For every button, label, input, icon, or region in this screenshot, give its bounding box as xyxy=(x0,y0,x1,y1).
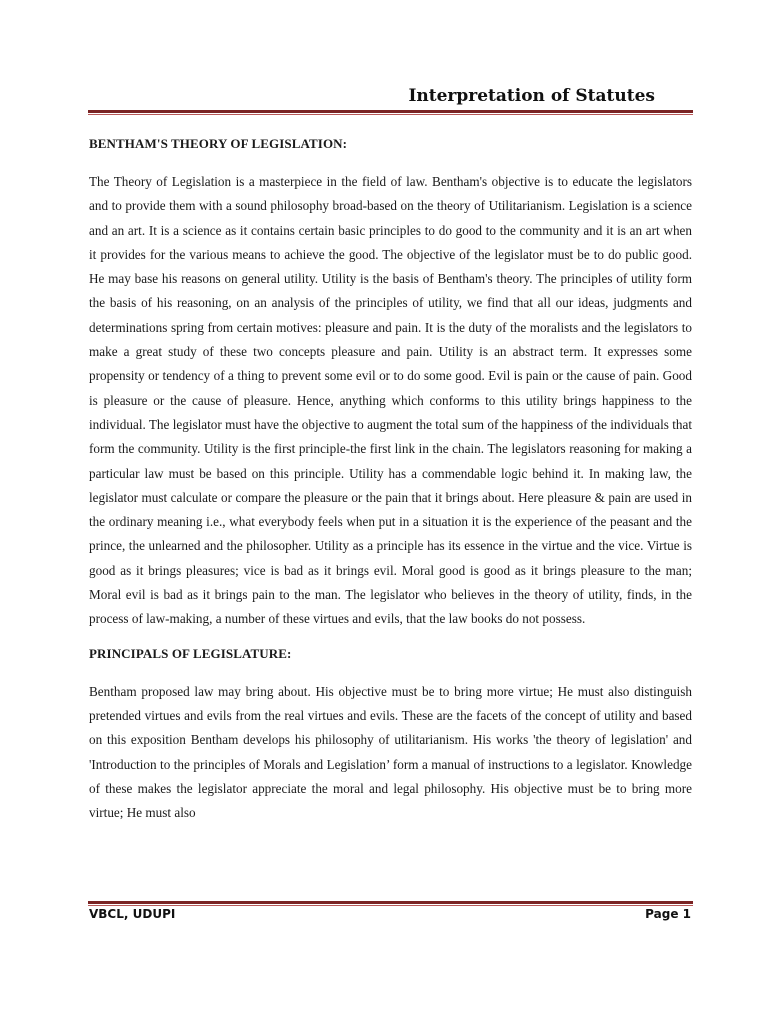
section-paragraph-bentham-theory: The Theory of Legislation is a masterpiece in the field of law. Bentham's objective is to educate the legislators and to provide them with a sound philosophy broad-based on the theory of Utilitarianism. Legislation is a science and an art. It is a science as it contains certain basic principles to do good to the community and it is an art when it provides for the various means to achieve the good. The objective of the legislator must be to do public good. He may base his reasons on general utility. Utility is the basis of Bentham's theory. The principles of utility form the basis of his reasoning, on an analysis of the principles of utility, we find that all our ideas, judgments and determinations spring from certain motives: pleasure and pain. It is the duty of the moralists and the legislators to make a great study of these two concepts pleasure and pain. Utility is an abstract term. It expresses some propensity or tendency of a thing to prevent some evil or to do some good. Evil is pain or the cause of pain. Good is pleasure or the cause of pleasure. Hence, anything which conforms to this utility brings happiness to the individual. The legislator must have the objective to augment the total sum of the happiness of the individuals that form the community. Utility is the first principle-the first link in the chain. The legislators reasoning for making a particular law must be based on this principle. Utility has a commendable logic behind it. In making law, the legislator must calculate or compare the pleasure or the pain that it brings about. Here pleasure & pain are used in the ordinary meaning i.e., what everybody feels when put in a situation it is the experience of the peasant and the prince, the unlearned and the philosopher. Utility as a principle has its essence in the virtue and the vice. Virtue is good as it brings pleasures; vice is bad as it brings evil. Moral good is good as it brings pleasure to the man; Moral evil is bad as it brings pain to the man. The legislator who believes in the theory of utility, finds, in the process of law-making, a number of these virtues and evils, that the law books do not possess. xyxy=(89,174,692,627)
page-body xyxy=(89,134,692,825)
section-heading-bentham-theory: BENTHAM'S THEORY OF LEGISLATION: xyxy=(89,136,348,151)
footer-institution: VBCL, UDUPI xyxy=(89,907,176,921)
section-heading-principals: PRINCIPALS OF LEGISLATURE: xyxy=(89,645,292,661)
header-divider xyxy=(88,110,693,115)
page-header-title: Interpretation of Statutes xyxy=(408,86,655,106)
footer-divider xyxy=(88,901,693,906)
section-paragraph-principals: Bentham proposed law may bring about. His objective must be to bring more virtue; He must also distinguish pretended virtues and evils from the real virtues and evils. These are the facets of the concept of utility and based on this exposition Bentham develops his philosophy of utilitarianism. His works 'the theory of legislation' and 'Introduction to the principles of Morals and Legislation’ form a manual of instructions to a legislator. Knowledge of these makes the legislator appreciate the moral and legal philosophy. His objective must be to bring more virtue; He must also xyxy=(89,683,692,821)
footer-page-number: Page 1 xyxy=(645,907,691,921)
